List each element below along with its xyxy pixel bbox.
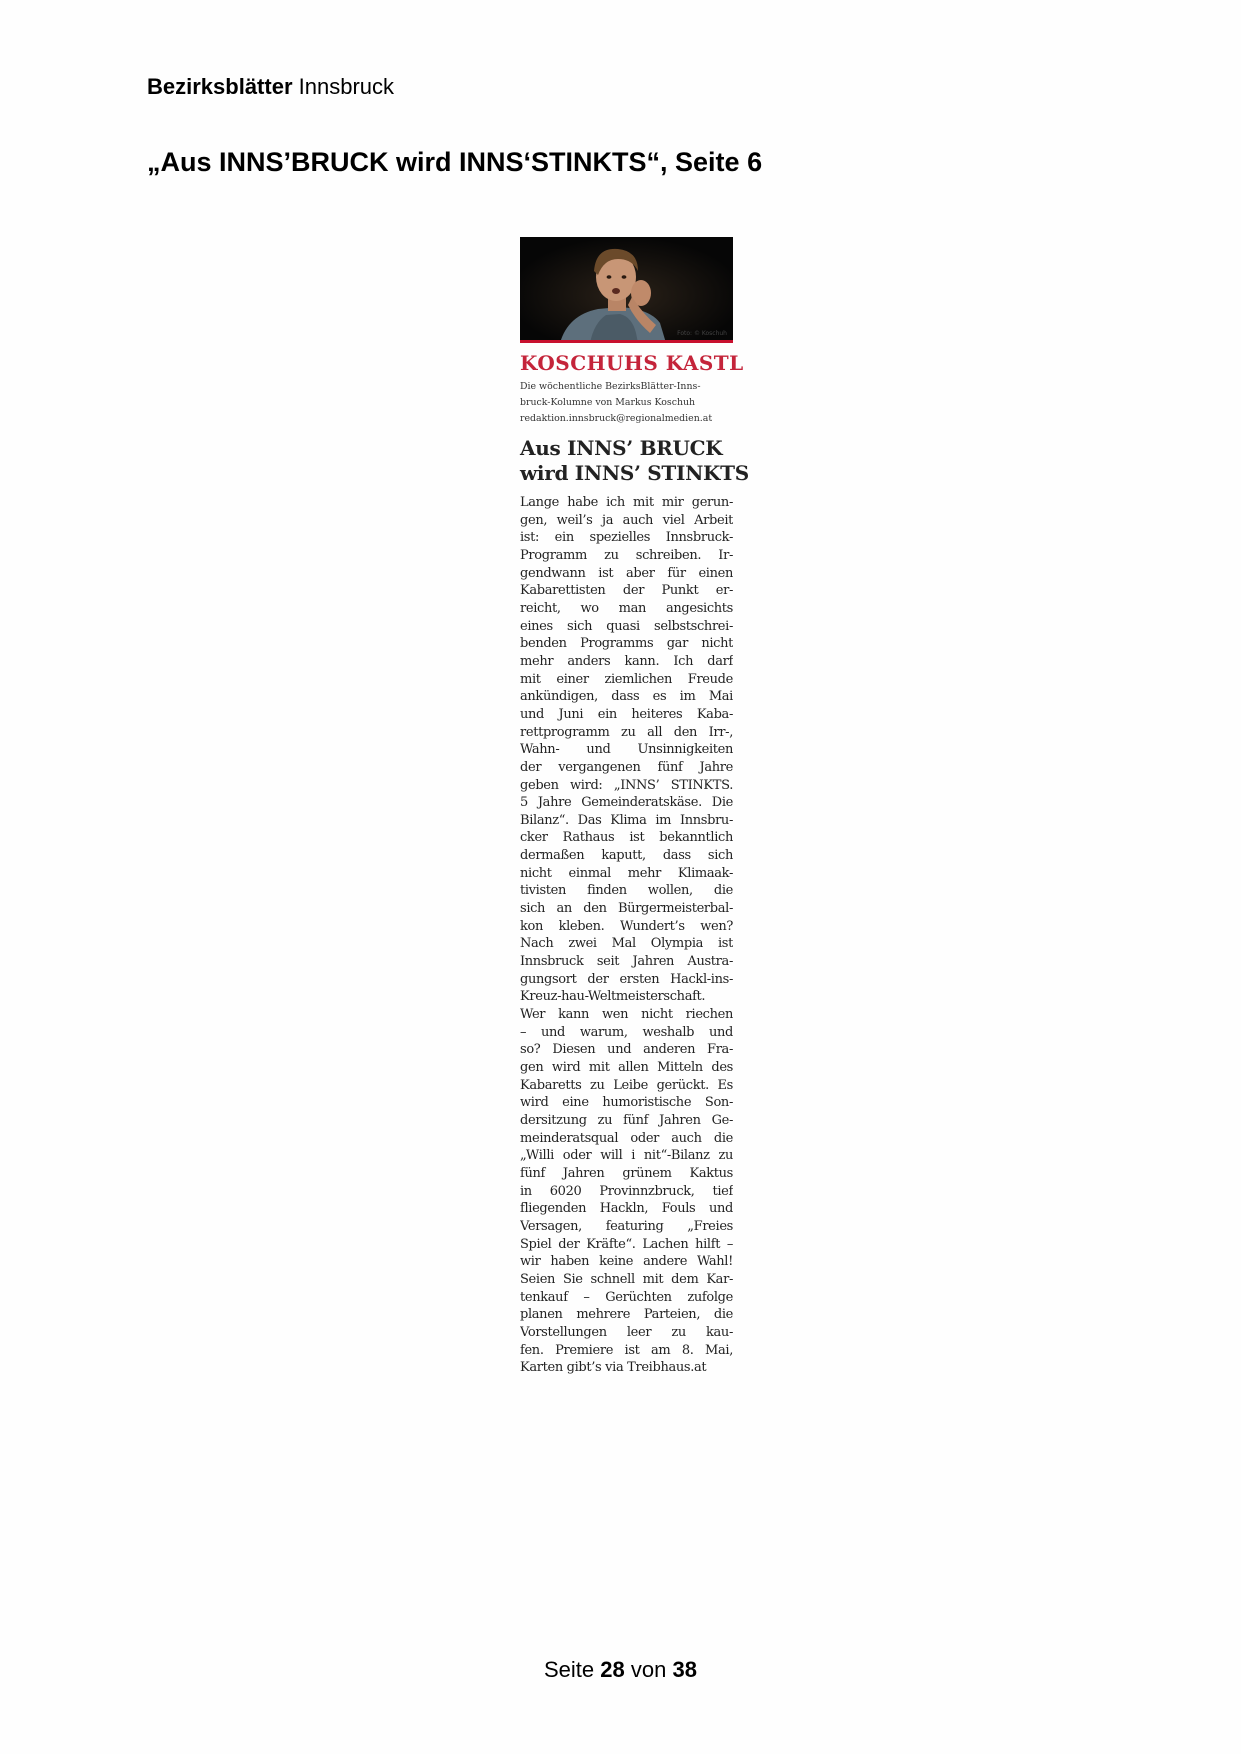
article-body (520, 494, 733, 1377)
page-footer (0, 1657, 1241, 1683)
article-body-line: und Juni ein heiteres Kaba- (520, 706, 733, 722)
article-body-line: Seien Sie schnell mit dem Kar- (520, 1271, 733, 1287)
article-body-line: – und warum, weshalb und (520, 1024, 733, 1040)
article-body-line: nicht einmal mehr Klimaak- (520, 865, 733, 881)
newspaper-clipping (520, 237, 749, 1377)
column-title: KOSCHUHS KASTL (520, 351, 744, 375)
article-title (520, 436, 749, 486)
article-body-line: Innsbruck seit Jahren Austra- (520, 954, 733, 970)
column-subtitle-line: Die wöchentliche BezirksBlätter-Inns- (520, 381, 701, 392)
article-body-line: Spiel der Kräfte“. Lachen hilft – (520, 1236, 733, 1252)
article-body-line: fünf Jahren grünem Kaktus (520, 1165, 733, 1181)
footer-seite-label: Seite (544, 1657, 595, 1682)
article-body-line: wir haben keine andere Wahl! (520, 1254, 733, 1270)
author-photo (520, 237, 733, 343)
article-body-line: kon kleben. Wundert’s wen? (520, 918, 733, 934)
article-body-line: cker Rathaus ist bekanntlich (520, 830, 733, 846)
photo-credit: Foto: © Koschuh (677, 330, 727, 337)
article-body-line: benden Programms gar nicht (520, 636, 733, 652)
article-body-line: rettprogramm zu all den Irr-, (520, 724, 733, 740)
article-body-line: in 6020 Provinnzbruck, tief (520, 1183, 733, 1199)
article-body-line: 5 Jahre Gemeinderatskäse. Die (520, 795, 733, 811)
article-body-line: gungsort der ersten Hackl-ins- (520, 971, 733, 987)
column-subtitle (520, 379, 733, 427)
article-body-line: Kabarettisten der Punkt er- (520, 583, 733, 599)
article-body-line: reicht, wo man angesichts (520, 600, 733, 616)
article-body-line: so? Diesen und anderen Fra- (520, 1042, 733, 1058)
article-body-line: Wahn- und Unsinnigkeiten (520, 742, 733, 758)
article-body-line: planen mehrere Parteien, die (520, 1307, 733, 1323)
article-body-line: meinderatsqual oder auch die (520, 1130, 733, 1146)
article-body-line: Wer kann wen nicht riechen (520, 1007, 733, 1023)
article-body-line: tivisten finden wollen, die (520, 883, 733, 899)
article-body-line: Karten gibt’s via Treibhaus.at (520, 1360, 707, 1376)
article-body-line: geben wird: „INNS’ STINKTS. (520, 777, 733, 793)
article-body-line: fen. Premiere ist am 8. Mai, (520, 1342, 733, 1358)
article-body-line: tenkauf – Gerüchten zufolge (520, 1289, 733, 1305)
publication-name: Bezirksblätter (147, 74, 293, 99)
article-body-line: „Willi oder will i nit“-Bilanz zu (520, 1148, 733, 1164)
article-body-line: ist: ein spezielles Innsbruck- (520, 530, 733, 546)
article-body-line: eines sich quasi selbstschrei- (520, 618, 733, 634)
clipping-headline: „Aus INNS’BRUCK wird INNS‘STINKTS“, Seite 6 (147, 147, 763, 177)
article-title-line: Aus INNS’ BRUCK (520, 436, 723, 460)
article-body-line: Versagen, featuring „Freies (520, 1218, 733, 1234)
footer-von-label: von (630, 1657, 667, 1682)
article-body-line: mehr anders kann. Ich darf (520, 653, 733, 669)
publication-header (147, 74, 394, 100)
red-divider (520, 340, 733, 343)
footer-total-pages: 38 (672, 1657, 697, 1682)
article-title-line: wird INNS’ STINKTS (520, 461, 749, 485)
column-subtitle-line: bruck-Kolumne von Markus Koschuh (520, 397, 696, 408)
article-body-line: Kreuz-hau-Weltmeisterschaft. (520, 989, 706, 1005)
article-body-line: mit einer ziemlichen Freude (520, 671, 733, 687)
article-body-line: Bilanz“. Das Klima im Innsbru- (520, 812, 733, 828)
article-body-line: wird eine humoristische Son- (520, 1095, 733, 1111)
article-body-line: gen wird mit allen Mitteln des (520, 1060, 733, 1075)
article-body-line: Kabaretts zu Leibe gerückt. Es (520, 1077, 733, 1093)
article-body-line: dersitzung zu fünf Jahren Ge- (520, 1112, 733, 1128)
publication-region: Innsbruck (298, 74, 395, 99)
performer-figure (520, 237, 733, 343)
article-body-line: Vorstellungen leer zu kau- (520, 1324, 733, 1340)
article-body-line: Nach zwei Mal Olympia ist (520, 936, 733, 952)
footer-page-number: 28 (600, 1657, 625, 1682)
article-body-line: sich an den Bürgermeisterbal- (520, 901, 733, 917)
column-subtitle-line: redaktion.innsbruck@regionalmedien.at (520, 413, 713, 424)
article-body-line: dermaßen kaputt, dass sich (520, 848, 733, 864)
article-body-line: gen, weil’s ja auch viel Arbeit (520, 512, 733, 528)
article-body-line: Programm zu schreiben. Ir- (520, 547, 733, 563)
article-body-line: der vergangenen fünf Jahre (520, 759, 733, 775)
article-body-line: Lange habe ich mit mir gerun- (520, 495, 733, 510)
article-body-line: gendwann ist aber für einen (520, 565, 733, 581)
article-body-line: ankündigen, dass es im Mai (520, 689, 733, 705)
article-body-line: fliegenden Hackln, Fouls und (520, 1201, 733, 1217)
